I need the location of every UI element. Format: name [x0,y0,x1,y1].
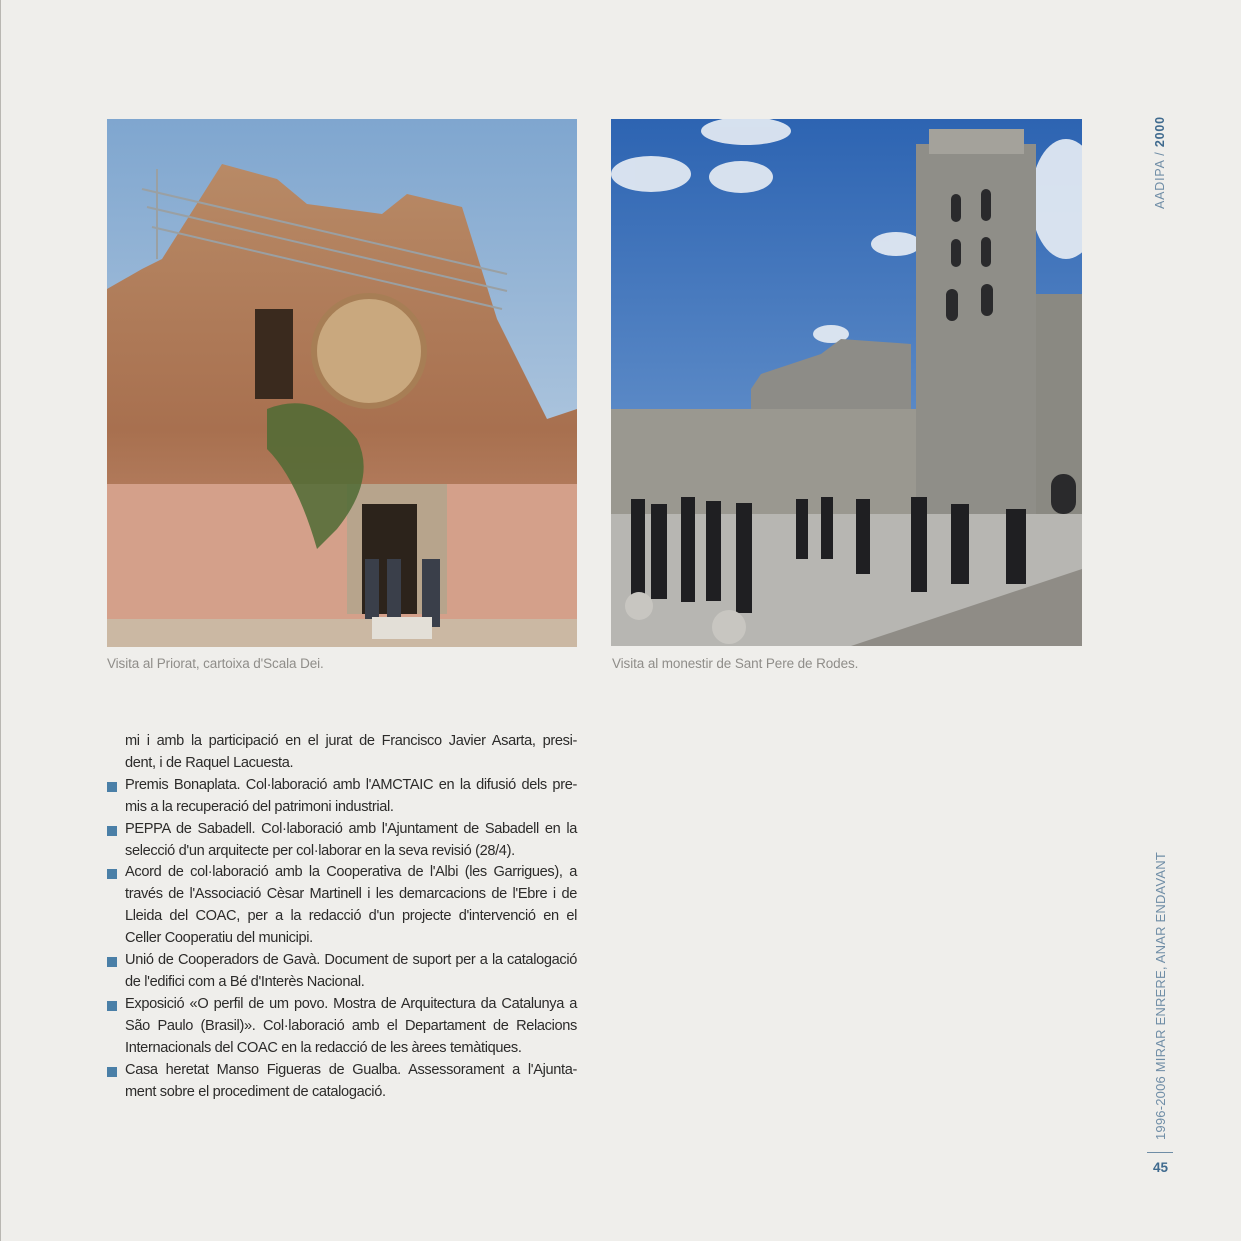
list-item: PEPPA de Sabadell. Col·laboració amb l'Ajuntament de Sabadell en la [107,819,577,841]
photo-caption: Visita al Priorat, cartoixa d'Scala Dei. [107,656,324,671]
text-line: mi i amb la participació en el jurat de Francisco Javier Asarta, presi- [125,733,577,749]
list-item: Acord de col·laboració amb la Cooperativa de l'Albi (les Garrigues), a [107,862,577,884]
text-line: ment sobre el procediment de catalogació. [125,1083,386,1100]
body-text [107,731,577,1103]
scala-dei-ruin-photo [107,119,577,647]
text-line: São Paulo (Brasil)». Col·laboració amb el Departament de Relacions [125,1017,577,1034]
text-line: Internacionals del COAC en la redacció de les àrees temàtiques. [125,1039,522,1056]
list-item: Casa heretat Manso Figueras de Gualba. Assessorament a l'Ajunta- [107,1060,577,1082]
text-line: selecció d'un arquitecte per col·laborar en la seva revisió (28/4). [125,842,515,859]
running-header [1153,116,1167,209]
book-title: 1996-2006 MIRAR ENRERE, ANAR ENDAVANT [1153,852,1168,1140]
text-line: Celler Cooperatiu del municipi. [125,930,313,947]
org-name: AADIPA / [1153,147,1167,209]
sant-pere-de-rodes-photo [611,119,1082,646]
page-edge [0,0,1,1241]
text-line: de l'edifici com a Bé d'Interès Nacional. [125,973,365,990]
list-item: Premis Bonaplata. Col·laboració amb l'AMCTAIC en la difusió dels pre- [107,775,577,797]
list-item: Exposició «O perfil de um povo. Mostra de Arquitectura da Catalunya a [107,994,577,1016]
text-line: dent, i de Raquel Lacuesta. [125,754,294,771]
text-line: través de l'Associació Cèsar Martinell i les demarcacions de l'Ebre i de [125,886,577,903]
photo-caption: Visita al monestir de Sant Pere de Rodes. [612,656,859,671]
list-item: Unió de Cooperadors de Gavà. Document de suport per a la catalogació [107,950,577,972]
year-label: 2000 [1153,116,1167,148]
text-line: mis a la recuperació del patrimoni industrial. [125,798,394,815]
text-line: Lleida del COAC, per a la redacció d'un projecte d'intervenció en el [125,908,577,925]
page-number-rule [1147,1152,1173,1153]
page-number: 45 [1153,1160,1169,1175]
